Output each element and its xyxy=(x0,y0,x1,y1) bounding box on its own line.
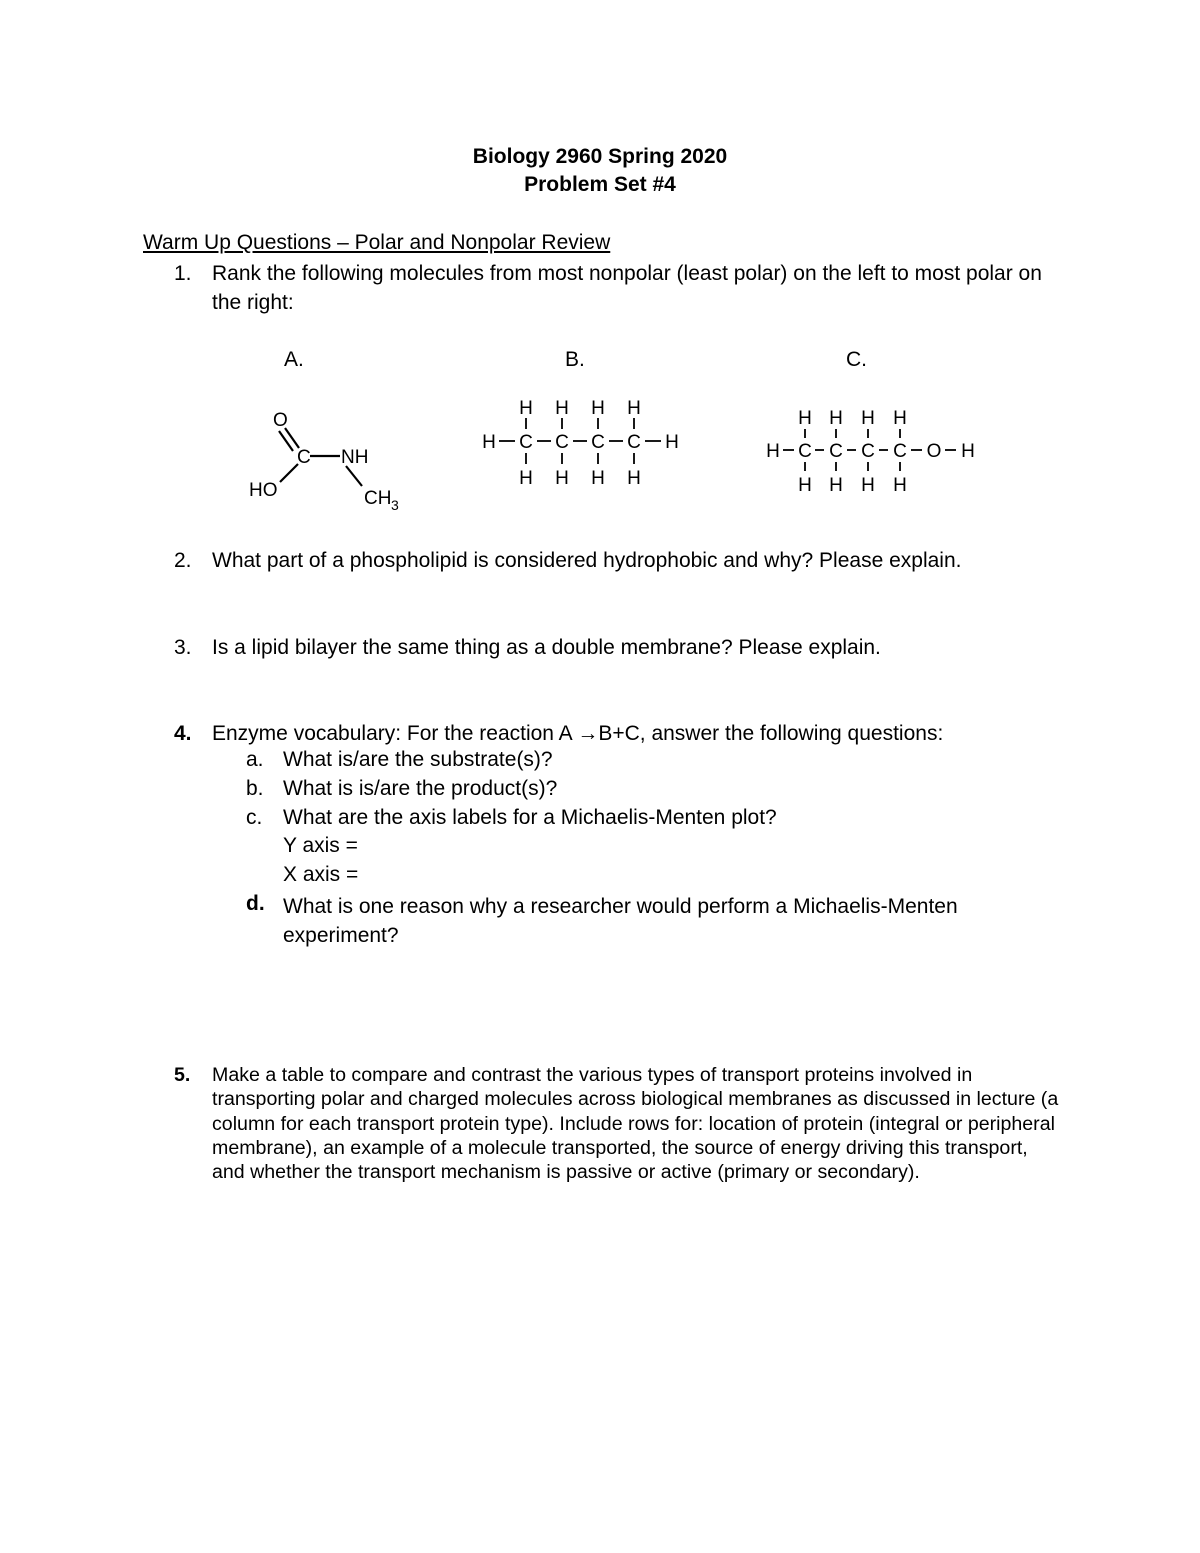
subquestion-label: d. xyxy=(246,892,265,915)
problem-set-title: Problem Set #4 xyxy=(524,173,676,196)
carbon-atom: C xyxy=(829,441,843,462)
question-number: 5. xyxy=(174,1064,191,1086)
hydrogen-atom: H xyxy=(627,398,641,419)
methyl-group: CH xyxy=(364,488,392,509)
hydrogen-atom: H xyxy=(665,432,679,453)
question-text: Is a lipid bilayer the same thing as a double membrane? Please explain. xyxy=(212,636,881,659)
section-heading: Warm Up Questions – Polar and Nonpolar Review xyxy=(143,231,611,254)
molecule-label-c: C. xyxy=(846,348,867,371)
nh-group: NH xyxy=(341,447,369,468)
subquestion-label: c. xyxy=(246,806,263,829)
subquestion-text: What is is/are the product(s)? xyxy=(283,777,558,800)
molecule-label-a: A. xyxy=(284,348,304,371)
question-text: Make a table to compare and contrast the various types of transport proteins involved in transporting polar and charged molecules across biological membranes as discussed in lecture (a column for each transport protein type). Include rows for: location of protein (integral or peripheral membrane), an example of a molecule transported, the source of energy driving this transport, and whether the transport mechanism is passive or active (primary or secondary). xyxy=(212,1064,1059,1184)
molecule-c-structure xyxy=(762,400,992,500)
hydrogen-atom: H xyxy=(591,468,605,489)
hydrogen-atom: H xyxy=(519,398,533,419)
subquestion-label: a. xyxy=(246,748,264,771)
hydrogen-atom: H xyxy=(555,468,569,489)
subquestion-text: What is/are the substrate(s)? xyxy=(283,748,553,771)
hydrogen-atom: H xyxy=(482,432,496,453)
molecule-b-structure xyxy=(477,393,697,493)
carbon-atom: C xyxy=(798,441,812,462)
molecule-a-structure xyxy=(240,398,440,518)
methyl-subscript: 3 xyxy=(391,497,399,513)
carbon-atom: C xyxy=(627,432,641,453)
hydrogen-atom: H xyxy=(893,475,907,496)
question-text: What part of a phospholipid is considered hydrophobic and why? Please explain. xyxy=(212,549,962,572)
y-axis-line: Y axis = xyxy=(283,834,358,857)
subquestion-text: What are the axis labels for a Michaelis-Menten plot? xyxy=(283,806,777,829)
hydrogen-atom: H xyxy=(591,398,605,419)
hydrogen-atom: H xyxy=(829,475,843,496)
carbon-atom: C xyxy=(893,441,907,462)
question-number: 2. xyxy=(174,549,192,572)
question-number: 1. xyxy=(174,262,192,285)
subquestion-label: b. xyxy=(246,777,264,800)
hydrogen-atom: H xyxy=(829,408,843,429)
hydrogen-atom: H xyxy=(519,468,533,489)
carbon-atom: C xyxy=(297,447,311,468)
x-axis-line: X axis = xyxy=(283,863,359,886)
oxygen-atom: O xyxy=(273,410,288,431)
carbon-atom: C xyxy=(861,441,875,462)
question-text: Rank the following molecules from most nonpolar (least polar) on the left to most polar on the right: xyxy=(212,262,1042,314)
course-title: Biology 2960 Spring 2020 xyxy=(472,145,728,168)
oxygen-atom: O xyxy=(926,441,942,462)
question-number: 4. xyxy=(174,722,192,745)
hydrogen-atom: H xyxy=(861,475,875,496)
hydrogen-atom: H xyxy=(798,408,812,429)
question-number: 3. xyxy=(174,636,192,659)
carbon-atom: C xyxy=(591,432,605,453)
carbon-atom: C xyxy=(555,432,569,453)
hydrogen-atom: H xyxy=(961,441,975,462)
hydrogen-atom: H xyxy=(861,408,875,429)
molecule-label-b: B. xyxy=(565,348,585,371)
hydrogen-atom: H xyxy=(893,408,907,429)
question-text: Enzyme vocabulary: For the reaction A →B+C, answer the following questions: xyxy=(212,722,944,745)
hydrogen-atom: H xyxy=(766,441,780,462)
hydrogen-atom: H xyxy=(627,468,641,489)
hydrogen-atom: H xyxy=(798,475,812,496)
subquestion-text: What is one reason why a researcher would perform a Michaelis-Menten experiment? xyxy=(283,895,958,947)
hydroxyl-group: HO xyxy=(249,480,278,501)
hydrogen-atom: H xyxy=(555,398,569,419)
carbon-atom: C xyxy=(519,432,533,453)
